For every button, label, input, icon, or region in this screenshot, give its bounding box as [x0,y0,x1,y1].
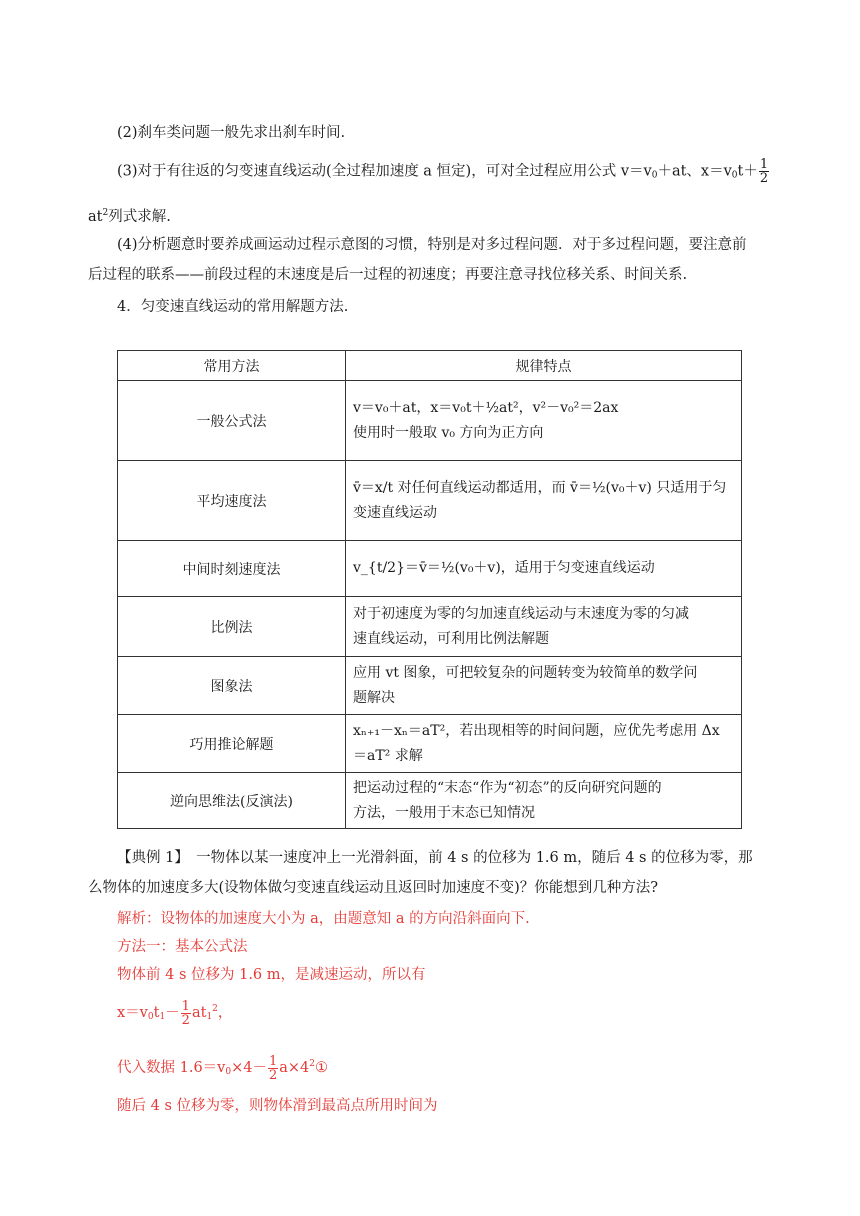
table-row [118,541,742,597]
para-4-cont: 后过程的联系——前段过程的末速度是后一过程的初速度；再要注意寻找位移关系、时间关系. [88,267,688,283]
fraction-half: $\frac{1}{2}$ [759,157,769,186]
solution-intro: 解析：设物体的加速度大小为 a，由题意知 a 的方向沿斜面向下. [117,911,530,927]
header-feature: 规律特点 [346,351,742,381]
solution-label: 解析： [117,911,161,927]
equation-1: $x=v_0t_1-$ $\frac{1}{2}$ $at_1^2$， [117,998,233,1028]
feature-cell [346,657,742,715]
method-cell: 一般公式法 [118,381,346,461]
table-row [118,773,742,829]
feature-cell [346,773,742,829]
method-cell: 中间时刻速度法 [118,541,346,597]
feature-cell [346,597,742,657]
header-method: 常用方法 [118,351,346,381]
para-2: (2)刹车类问题一般先求出刹车时间. [117,125,346,141]
table-header-row [118,351,742,381]
feature-line1: 对于初速度为零的匀加速直线运动与末速度为零的匀减 [353,605,689,622]
method-cell: 图象法 [118,657,346,715]
feature-line2: ＝aT² 求解 [353,747,423,764]
feature-line2: 使用时一般取 v₀ 方向为正方向 [353,424,544,441]
feature-cell [346,381,742,461]
table-row [118,657,742,715]
feature-line2: 速直线运动，可利用比例法解题 [353,630,549,647]
method-cell: 逆向思维法(反演法) [118,773,346,829]
feature-line1: v_{t/2}＝v̄＝½(v₀＋v)，适用于匀变速直线运动 [353,560,655,576]
feature-line2: 方法，一般用于末态已知情况 [353,804,535,821]
table-row [118,715,742,773]
equation-2: 代入数据 $1.6=v_0\times 4-$ $\frac{1}{2}$ $a\times 4^2①$ [117,1053,329,1083]
fraction-half: $\frac{1}{2}$ [181,998,190,1028]
para-4: (4)分析题意时要养成画运动过程示意图的习惯，特别是对多过程问题．对于多过程问题，要注意前 [117,237,747,253]
table-row [118,461,742,541]
method-cell: 平均速度法 [118,461,346,541]
feature-line2: 变速直线运动 [353,504,437,521]
feature-line1: 应用 vt 图象，可把较复杂的问题转变为较简单的数学问 [353,664,698,681]
heading-4: 4．匀变速直线运动的常用解题方法. [117,299,349,315]
method-cell: 巧用推论解题 [118,715,346,773]
feature-line1: xₙ₊₁－xₙ＝aT²，若出现相等的时间问题，应优先考虑用 Δx [353,722,720,739]
method1-heading: 方法一：基本公式法 [117,939,248,955]
example-question: 【典例 1】 一物体以某一速度冲上一光滑斜面，前 4 s 的位移为 1.6 m，随后 4 s 的位移为零，那 [117,850,753,866]
methods-table [117,350,742,829]
method-cell: 比例法 [118,597,346,657]
solution-line: 物体前 4 s 位移为 1.6 m，是减速运动，所以有 [117,967,426,983]
table-row [118,381,742,461]
para-3-cont: $at^2$列式求解. [88,208,171,225]
feature-cell [346,715,742,773]
feature-line1: 把运动过程的“末态“作为“初态”的反向研究问题的 [353,779,662,796]
example-tag: 【典例 1】 [117,850,182,866]
feature-cell [346,541,742,597]
example-question-cont: 么物体的加速度多大(设物体做匀变速直线运动且返回时加速度不变)？你能想到几种方法? [88,880,659,896]
feature-line1: v＝v₀＋at，x＝v₀t＋½at²，v²－v₀²＝2ax [353,399,619,416]
feature-line1: v̄＝x/t 对任何直线运动都适用，而 v̄＝½(v₀＋v) 只适用于匀 [353,479,727,496]
solution-line: 随后 4 s 位移为零，则物体滑到最高点所用时间为 [117,1098,438,1114]
fraction-half: $\frac{1}{2}$ [268,1053,278,1083]
feature-cell [346,461,742,541]
table-row [118,597,742,657]
feature-line2: 题解决 [353,689,395,706]
para-3: (3)对于有往返的匀变速直线运动(全过程加速度 a 恒定)，可对全过程应用公式 $v=v_0+at$、$x=v_0t+$ $\frac{1}{2}$ [117,157,769,186]
